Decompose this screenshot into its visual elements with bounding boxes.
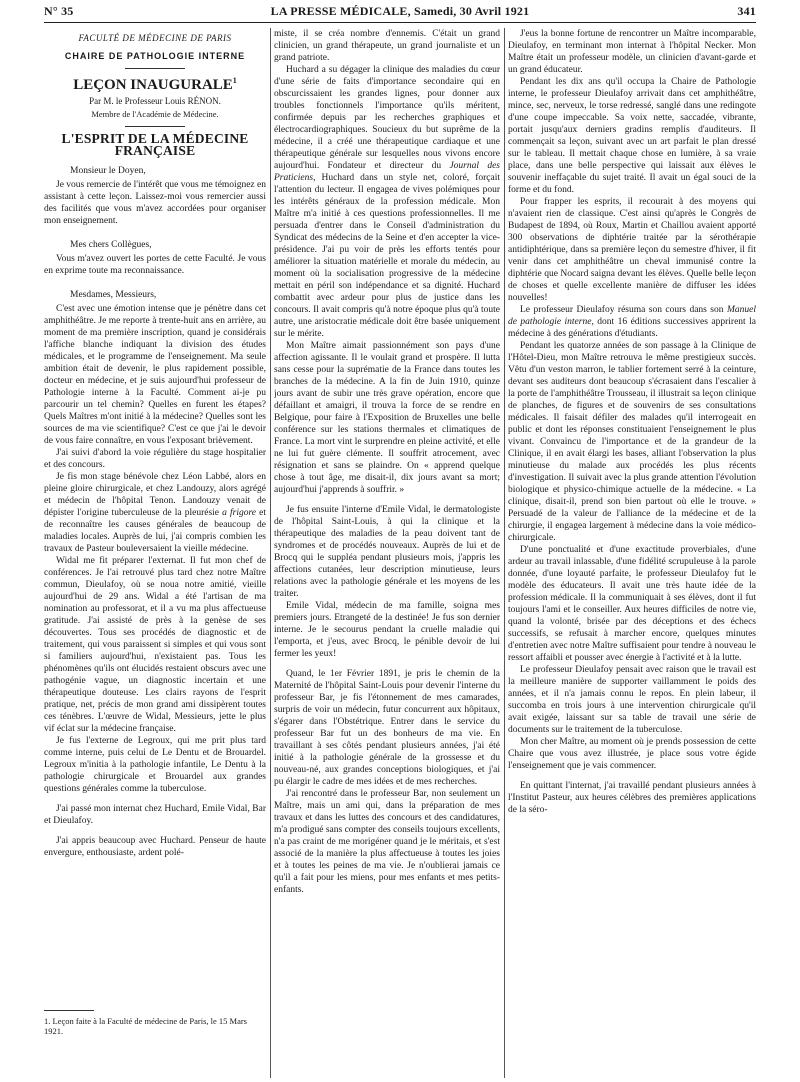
paragraph: Je fus l'externe de Legroux, qui me prit plus tard comme interne, puis celui de Le Dentu et de Brouardel. Legroux m'initia à la pathologie infantile, Le Dentu à la pathologie chirurgicale et Brouardel aux grandes questions générales comme la tuberculose.	[44, 736, 266, 794]
paragraph: Mon cher Maître, au moment où je prends possession de cette Chaire que vous avez illustrée, je place sous votre égide l'enseignement que je vais commencer.	[508, 737, 756, 771]
paragraph: J'ai passé mon internat chez Huchard, Emile Vidal, Bar et Dieulafoy.	[44, 804, 266, 826]
page-number: 341	[737, 4, 756, 18]
divider	[125, 68, 185, 69]
salutation: Monsieur le Doyen,	[70, 166, 146, 176]
paragraph: J'ai appris beaucoup avec Huchard. Penseur de haute envergure, enthousiaste, ardent polé-	[44, 836, 266, 858]
paragraph: Pendant les quatorze années de son passage à la Clinique de l'Hôtel-Dieu, mon Maître retrouva le même prestigieux succès. Vêtu d'un veston marron, le tablier fortement serré à la ceinture, devant ses auditeurs dont beaucoup s'écrasaient dans l'escalier à la porte de l'amphithéâtre Trousseau, il illustrait sa leçon clinique de planches, de figures et de souvenirs de ses consultations médicales. Il faisait défiler des malades qu'il interrogeait en public et dont les réponses constituaient l'enseignement le plus vivant. Convaincu de l'importance et de la grandeur de la Clinique, il en avait élargi les bases, alliant l'observation la plus minutieuse du malade aux procédés les plus récents d'investigation. Il suivait avec la plus grande attention l'évolution biologique et physico-chimique actuelle de la médecine. « La clinique, disait-il, prend son bien partout où elle le trouve. » Persuadé de la valeur de l'alliance de la médecine et de la chirurgie, il engagea largement à médecine dans la voie médico-chirurgicale.	[508, 341, 756, 543]
paragraph: D'une ponctualité et d'une exactitude proverbiales, d'une ardeur au travail inlassable, d'une fidélité scrupuleuse à la parole donnée, d'une loyauté parfaite, le professeur Dieulafoy fut le modèle des éducateurs. Il avait une très haute idée de la profession médicale. Il la communiquait à ses élèves, dont il fut toujours l'ami et le conseiller. Aux heures difficiles de notre vie, quand la volonté, brisée par des déceptions et des échecs successifs, se refusait à marcher encore, quelques minutes d'entretien avec notre Maître suffisaient pour tendre à nouveau le ressort affaibli et pousser avec énergie à l'activité et à la lutte.	[508, 545, 756, 663]
salutation: Mesdames, Messieurs,	[70, 290, 157, 300]
column-divider	[504, 28, 505, 1078]
footnote-marker: 1	[232, 76, 237, 85]
article-headline: L'ESPRIT DE LA MÉDECINE FRANÇAISE	[61, 131, 249, 158]
paragraph: miste, il se créa nombre d'ennemis. C'était un grand clinicien, un grand thérapeute, un grand journaliste et un grand patriote.	[274, 29, 500, 63]
author-affiliation: Membre de l'Académie de Médecine.	[91, 109, 219, 119]
text-run: , Huchard dans un style net, coloré, forçait l'attention du lecteur. Il engagea de vives polémiques pour les intérêts généraux de la profession médicale. Mon Maître m'a initié à ces questions professionnelles. Il me persuada d'entrer dans le Conseil d'administration du Syndicat des médecins de la Seine et d'en accepter la vice-présidence. J'ai pu voir de près les efforts tentés pour améliorer la situation matérielle et morale du médecin, au moment où la socialisation progressive de la médecine mettait en péril son indépendance et sa dignité. Huchard combattit avec ardeur pour plus de justice dans les concours. Il avait compris qu'à notre époque plus qu'à toute autre, une aristocratie médicale doit être basée uniquement sur le mérite.	[274, 173, 500, 339]
italic-run: a frigore	[222, 508, 257, 518]
author-line: Par M. le Professeur Louis RÉNON.	[89, 96, 221, 106]
paragraph: J'eus la bonne fortune de rencontrer un Maître incomparable, Dieulafoy, en terminant mon internat à l'hôpital Necker. Mon Maître était un professeur modèle, un clinicien d'avant-garde et un grand éducateur.	[508, 29, 756, 75]
paragraph: Le professeur Dieulafoy pensait avec raison que le travail est la meilleure manière de supporter vaillamment le poids des années, et il n'a jamais connu le repos. En plein labeur, il succomba en trois jours à une intervention chirurgicale qu'il avait exigée, laissant sur sa table de travail une série de documents sur le traitement de la tuberculose.	[508, 665, 756, 735]
italic-run: Journal des Praticiens	[274, 161, 500, 183]
paragraph: Pour frapper les esprits, il recourait à des moyens qui n'avaient rien de classique. C'est ainsi qu'après le Congrès de Budapest de 1894, où Roux, Martin et Chaillou avaient apporté 300 observations de diphtérie traitée par la sérothérapie antidiphtérique, dans sa première leçon du semestre d'hiver, il fit venir dans cet amphithéâtre un cheval immunisé contre la diphtérie que Nocard saigna devant les élèves. Quelle belle leçon de choses et quelle excellente manière de diffuser les idées nouvelles!	[508, 197, 756, 303]
faculty-heading: FACULTÉ DE MÉDECINE DE PARIS	[78, 33, 232, 43]
paragraph: Je vous remercie de l'intérêt que vous me témoignez en assistant à cette leçon. Laissez-moi vous remercier aussi des facilités que vous m'avez accordées pour organiser mon enseignement.	[44, 180, 266, 226]
issue-number: N° 35	[44, 4, 74, 18]
paragraph	[508, 304, 756, 340]
text-run: , dont 16 éditions successives apprirent la médecine à des générations d'étudiants.	[508, 317, 756, 339]
column-3	[508, 28, 756, 1076]
header-title: LA PRESSE MÉDICALE, Samedi, 30 Avril 1921	[270, 4, 530, 18]
paragraph	[274, 64, 500, 340]
text-run: Le professeur Dieulafoy résuma son cours dans son	[520, 305, 727, 315]
paragraph: J'ai rencontré dans le professeur Bar, non seulement un Maître, mais un ami qui, dans la préparation de mes travaux et dans les luttes des concours et des candidatures, m'a prodigué sans compter des conseils toujours excellents, n'a pas craint de me morigéner quand je le méritais, et s'est associé de la manière la plus affectueuse à toutes les joies et à toutes les peines de ma vie. Je n'oublierai jamais ce qu'il a fait pour les miens, pour mes enfants et mes petits-enfants.	[274, 789, 500, 895]
header-rule	[44, 22, 756, 23]
paragraph: C'est avec une émotion intense que je pénètre dans cet amphithéâtre. Je me reporte à trente-huit ans en arrière, au moment de ma première inscription, quand je considérais l'affiche blanche indiquant la division des études médicales, et le programme de l'enseignement. Ma seule ambition était de devenir, le plus rapidement possible, docteur en médecine, et je suis aujourd'hui professeur de Pathologie interne à la Faculté. Comment ai-je pu parcourir un tel chemin? Quelles en furent les étapes? Quels Maîtres m'ont initié à la médecine? Quelles sont les sources de ma vie scientifique? C'est ce que j'ai le devoir de vous faire connaître, en vous l'exposant brièvement.	[44, 304, 266, 446]
footnote-rule	[44, 1010, 94, 1011]
column-1	[44, 28, 266, 1076]
chaire-heading: CHAIRE DE PATHOLOGIE INTERNE	[64, 51, 246, 61]
text-run: Huchard a su dégager la clinique des maladies du cœur d'une série de faits d'importance secondaire qui en obscurcissaient les grandes lignes, pour donner aux troubles fonctionnels l'importance qu'ils méritent, confirmée depuis par les recherches graphiques et électrocardiographiques. Soucieux du but suprême de la médecine, il a créé une thérapeutique cardiaque et une thérapeutique générale sur lesquelles nous vivons encore aujourd'hui. Fondateur et directeur du	[274, 65, 500, 171]
lecon-title	[44, 75, 266, 91]
text-run: Je fis mon stage bénévole chez Léon Labbé, alors en pleine gloire chirurgicale, et chez Landouzy, alors agrégé et médecin de l'hôpital Tenon. Landouzy venait de dépister l'origine tuberculeuse de la pleurésie	[44, 472, 266, 518]
paragraph: Widal me fit préparer l'externat. Il fut mon chef de conférences. Je l'ai retrouvé plus tard chez notre Maître commun, Dieulafoy, où se noua notre amitié, vieille aujourd'hui de 29 ans. Widal a été l'artisan de ma nomination au professorat, et il a vu ma plus affectueuse gratitude. J'ai assisté de près à la genèse de ses découvertes. Tous ses procédés de diagnostic et de traitement, qui vous paraissent si simples et qui vous sont si familiers aujourd'hui, n'existaient pas. Tous les phénomènes qu'ils ont élucidés restaient obscurs avec une pathogénie vague, un diagnostic incertain et une thérapeutique douteuse. Les clairs rayons de l'esprit pratique, net, précis de mon grand ami dissipèrent toutes ces ténèbres. L'œuvre de Widal, Messieurs, jette le plus vif éclat sur la médecine française.	[44, 556, 266, 734]
paragraph: Je fus ensuite l'interne d'Emile Vidal, le dermatologiste de l'hôpital Saint-Louis, à qui la clinique et la thérapeutique des maladies de la peau doivent tant de syndromes et de procédés nouveaux. Auprès de lui et de Brocq qui le suppléa pendant plusieurs mois, j'appris les affections cutanées, leur description minutieuse, leurs relations avec la pathologie générale et les moyens de les traiter.	[274, 505, 500, 599]
paragraph: Emile Vidal, médecin de ma famille, soigna mes premiers jours. Etrangeté de la destinée! Je fus son dernier interne. Je le secourus pendant la cruelle maladie qui l'emporta, et j'eus, avec Brocq, le pénible devoir de lui fermer les yeux!	[274, 601, 500, 659]
lecon-title-text: LEÇON INAUGURALE	[73, 77, 233, 93]
salutation: Mes chers Collègues,	[70, 240, 152, 250]
italic-run: Manuel de pathologie interne	[508, 305, 756, 327]
paragraph: J'ai suivi d'abord la voie régulière du stage hospitalier et des concours.	[44, 448, 266, 470]
paragraph	[44, 471, 266, 555]
text-run: et de reconnaître les causes générales de beaucoup de maladies locales. Auprès de lui, j'ai compris combien les travaux de Pasteur bouleversaient la vieille médecine.	[44, 508, 266, 554]
page-header	[44, 4, 756, 20]
paragraph: Vous m'avez ouvert les portes de cette Faculté. Je vous en exprime toute ma reconnaissance.	[44, 254, 266, 276]
footnote: 1. Leçon faite à la Faculté de médecine de Paris, le 15 Mars 1921.	[44, 1016, 247, 1036]
column-2	[274, 28, 500, 1076]
paragraph: Quand, le 1er Février 1891, je pris le chemin de la Maternité de l'hôpital Saint-Louis pour devenir l'interne du professeur Bar, je fis l'étonnement de mes camarades, surpris de voir un médecin, futur concurrent aux hôpitaux, s'égarer dans l'Obstétrique. Entrer dans le service du professeur Bar fut un des bonheurs de ma vie. En travaillant à ses côtés pendant plusieurs années, j'ai été initié à la pathologie générale de la grossesse et du nouveau-né, aux grandes conceptions biologiques, et j'ai pu élargir le cadre de mes idées et de mes recherches.	[274, 669, 500, 787]
paragraph: Pendant les dix ans qu'il occupa la Chaire de Pathologie interne, le professeur Dieulafoy arrivait dans cet amphithéâtre, mince, sec, nerveux, le torse redressé, sanglé dans une redingote d'une coupe impeccable. Sa voix nette, saccadée, vibrante, portait jusqu'aux derniers gradins remplis d'auditeurs. Il commençait sa leçon, suivant avec un art parfait le plan dressé sur le tableau. Il mettait chaque chose en lumière, à sa vraie place, dans une belle perspective qui laissait aux élèves le souvenir ineffaçable du sujet traité. Il avait un égal souci de la forme et du fond.	[508, 77, 756, 195]
paragraph: En quittant l'internat, j'ai travaillé pendant plusieurs années à l'Institut Pasteur, aux heures célèbres des premières applications de la séro-	[508, 781, 756, 815]
divider	[125, 126, 185, 127]
column-divider	[270, 28, 271, 1078]
paragraph: Mon Maître aimait passionnément son pays d'une affection agissante. Il le voulait grand et prospère. Il lutta sans cesse pour la suprématie de la France dans toutes les branches de la médecine. A la fin de Juin 1910, quinze jours avant de subir une très grave opération, encore que défaillant et amaigri, il trouva la force de se rendre en Belgique, pour faire à l'Exposition de Bruxelles une belle conférence sur les stations thermales et climatiques de France. La mort vint le surprendre en pleine activité, et elle ne lui fut guère clémente. Il souffrit atrocement, avec résignation et sans se plaindre. On « apprend quelque chose à tout âge, me disait-il, dix jours avant sa mort; aujourd'hui j'apprends à souffrir. »	[274, 341, 500, 495]
